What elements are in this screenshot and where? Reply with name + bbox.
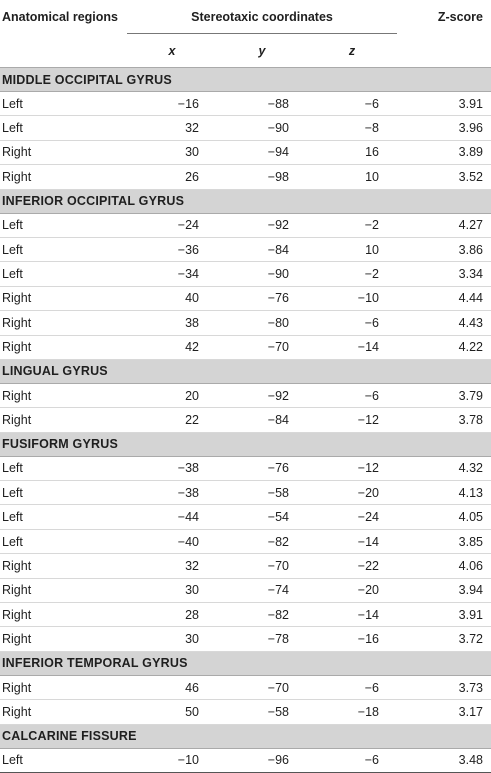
section-title: FUSIFORM GYRUS — [0, 432, 491, 456]
cell-x: 46 — [127, 675, 217, 699]
cell-y: −70 — [217, 335, 307, 359]
cell-y: −54 — [217, 505, 307, 529]
cell-y: −84 — [217, 237, 307, 261]
cell-z-score: 3.34 — [397, 262, 491, 286]
cell-z-score: 3.91 — [397, 603, 491, 627]
table-row — [0, 140, 491, 164]
header-z: z — [348, 43, 356, 58]
cell-y: −78 — [217, 627, 307, 651]
table-body — [0, 68, 491, 773]
cell-y: −74 — [217, 578, 307, 602]
table-row — [0, 335, 491, 359]
cell-y: −88 — [217, 92, 307, 116]
table-row — [0, 408, 491, 432]
cell-region: Right — [0, 603, 127, 627]
cell-z-score: 3.78 — [397, 408, 491, 432]
cell-x: −38 — [127, 481, 217, 505]
cell-z: −14 — [307, 529, 397, 553]
cell-y: −98 — [217, 165, 307, 189]
header-stereotaxic-coordinates: Stereotaxic coordinates — [127, 0, 397, 34]
cell-y: −82 — [217, 529, 307, 553]
cell-region: Left — [0, 529, 127, 553]
cell-region: Right — [0, 578, 127, 602]
table-row — [0, 603, 491, 627]
cell-z: −18 — [307, 700, 397, 724]
cell-z: −2 — [307, 213, 397, 237]
cell-region: Left — [0, 481, 127, 505]
cell-z: −6 — [307, 675, 397, 699]
cell-x: 40 — [127, 286, 217, 310]
cell-z-score: 3.86 — [397, 237, 491, 261]
cell-z-score: 3.85 — [397, 529, 491, 553]
table-row — [0, 505, 491, 529]
cell-region: Left — [0, 237, 127, 261]
cell-x: 26 — [127, 165, 217, 189]
section-title: CALCARINE FISSURE — [0, 724, 491, 748]
cell-z: −8 — [307, 116, 397, 140]
cell-x: 42 — [127, 335, 217, 359]
cell-region: Right — [0, 286, 127, 310]
cell-z-score: 3.17 — [397, 700, 491, 724]
cell-y: −58 — [217, 481, 307, 505]
cell-region: Right — [0, 335, 127, 359]
table-row — [0, 116, 491, 140]
cell-region: Right — [0, 140, 127, 164]
cell-z-score: 4.27 — [397, 213, 491, 237]
cell-z: 16 — [307, 140, 397, 164]
cell-z-score: 4.13 — [397, 481, 491, 505]
cell-y: −90 — [217, 116, 307, 140]
header-z-score: Z-score — [437, 9, 483, 24]
cell-x: −36 — [127, 237, 217, 261]
table-row — [0, 237, 491, 261]
cell-z: −24 — [307, 505, 397, 529]
cell-region: Left — [0, 748, 127, 772]
table-row — [0, 700, 491, 724]
cell-x: 50 — [127, 700, 217, 724]
cell-region: Left — [0, 92, 127, 116]
header-blank — [0, 34, 127, 68]
section-row — [0, 724, 491, 748]
cell-z: −6 — [307, 383, 397, 407]
cell-y: −84 — [217, 408, 307, 432]
section-title: INFERIOR OCCIPITAL GYRUS — [0, 189, 491, 213]
cell-y: −70 — [217, 554, 307, 578]
cell-region: Left — [0, 505, 127, 529]
cell-z-score: 4.06 — [397, 554, 491, 578]
cell-y: −58 — [217, 700, 307, 724]
cell-z-score: 4.22 — [397, 335, 491, 359]
cell-x: 20 — [127, 383, 217, 407]
section-title: MIDDLE OCCIPITAL GYRUS — [0, 68, 491, 92]
cell-z-score: 3.73 — [397, 675, 491, 699]
cell-region: Right — [0, 383, 127, 407]
cell-z: −6 — [307, 311, 397, 335]
section-row — [0, 68, 491, 92]
cell-y: −70 — [217, 675, 307, 699]
section-title: LINGUAL GYRUS — [0, 359, 491, 383]
cell-z-score: 3.94 — [397, 578, 491, 602]
table-row — [0, 213, 491, 237]
cell-region: Right — [0, 165, 127, 189]
header-y: y — [258, 43, 266, 58]
cell-z: −10 — [307, 286, 397, 310]
cell-x: −16 — [127, 92, 217, 116]
table-row — [0, 165, 491, 189]
cell-region: Left — [0, 456, 127, 480]
header-x: x — [168, 43, 176, 58]
header-blank-z — [397, 34, 491, 68]
section-row — [0, 432, 491, 456]
cell-region: Right — [0, 627, 127, 651]
cell-z-score: 3.72 — [397, 627, 491, 651]
cell-y: −80 — [217, 311, 307, 335]
cell-y: −82 — [217, 603, 307, 627]
cell-y: −76 — [217, 456, 307, 480]
cell-z: −16 — [307, 627, 397, 651]
cell-x: −38 — [127, 456, 217, 480]
table-row — [0, 456, 491, 480]
cell-z: −6 — [307, 748, 397, 772]
cell-region: Left — [0, 262, 127, 286]
cell-z-score: 4.43 — [397, 311, 491, 335]
cell-z-score: 3.96 — [397, 116, 491, 140]
header-anatomical-regions: Anatomical regions — [2, 9, 118, 24]
cell-x: 28 — [127, 603, 217, 627]
cell-z: −14 — [307, 603, 397, 627]
cell-z-score: 4.44 — [397, 286, 491, 310]
cell-x: −10 — [127, 748, 217, 772]
cell-region: Right — [0, 408, 127, 432]
table-row — [0, 675, 491, 699]
table-row — [0, 627, 491, 651]
cell-z: −20 — [307, 481, 397, 505]
table-row — [0, 578, 491, 602]
table-row — [0, 286, 491, 310]
cell-y: −76 — [217, 286, 307, 310]
cell-z: −22 — [307, 554, 397, 578]
table-row — [0, 262, 491, 286]
cell-region: Right — [0, 311, 127, 335]
cell-z-score: 3.79 — [397, 383, 491, 407]
cell-z-score: 3.52 — [397, 165, 491, 189]
cell-y: −90 — [217, 262, 307, 286]
cell-z-score: 4.32 — [397, 456, 491, 480]
cell-x: −40 — [127, 529, 217, 553]
cell-z-score: 3.89 — [397, 140, 491, 164]
cell-x: 30 — [127, 578, 217, 602]
cell-x: 32 — [127, 554, 217, 578]
cell-z: 10 — [307, 237, 397, 261]
cell-z-score: 3.48 — [397, 748, 491, 772]
cell-region: Left — [0, 213, 127, 237]
section-row — [0, 651, 491, 675]
table-row — [0, 311, 491, 335]
cell-z-score: 4.05 — [397, 505, 491, 529]
table-row — [0, 748, 491, 772]
cell-z: −2 — [307, 262, 397, 286]
table-row — [0, 383, 491, 407]
section-row — [0, 359, 491, 383]
cell-x: −34 — [127, 262, 217, 286]
table-row — [0, 529, 491, 553]
cell-y: −92 — [217, 213, 307, 237]
section-title: INFERIOR TEMPORAL GYRUS — [0, 651, 491, 675]
cell-y: −94 — [217, 140, 307, 164]
table-row — [0, 92, 491, 116]
cell-x: −24 — [127, 213, 217, 237]
cell-z: 10 — [307, 165, 397, 189]
cell-y: −96 — [217, 748, 307, 772]
cell-x: 22 — [127, 408, 217, 432]
cell-region: Right — [0, 554, 127, 578]
cell-x: 38 — [127, 311, 217, 335]
cell-z: −20 — [307, 578, 397, 602]
cell-x: 32 — [127, 116, 217, 140]
cell-z: −12 — [307, 456, 397, 480]
section-row — [0, 189, 491, 213]
cell-x: 30 — [127, 627, 217, 651]
cell-z: −14 — [307, 335, 397, 359]
cell-x: −44 — [127, 505, 217, 529]
table-row — [0, 554, 491, 578]
cell-region: Right — [0, 675, 127, 699]
cell-y: −92 — [217, 383, 307, 407]
cell-x: 30 — [127, 140, 217, 164]
table-row — [0, 481, 491, 505]
cell-region: Left — [0, 116, 127, 140]
cell-z: −12 — [307, 408, 397, 432]
cell-z-score: 3.91 — [397, 92, 491, 116]
cell-z: −6 — [307, 92, 397, 116]
cell-region: Right — [0, 700, 127, 724]
